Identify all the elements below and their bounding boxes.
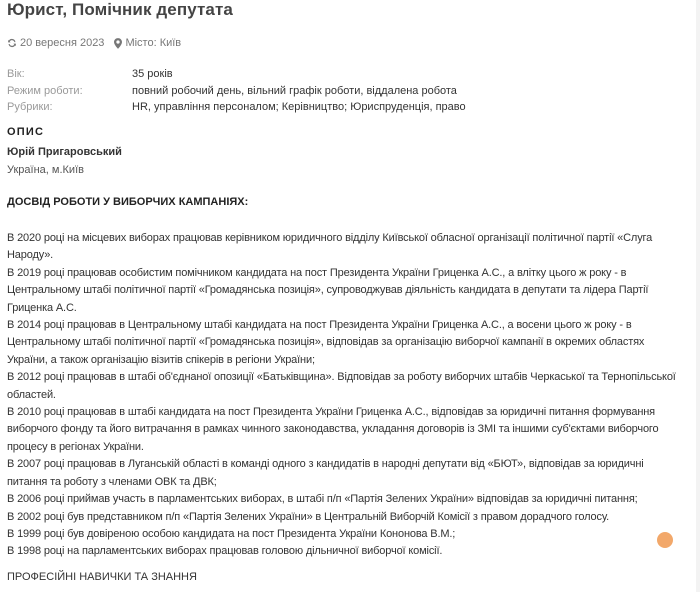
property-categories — [7, 99, 466, 116]
skills-heading: ПРОФЕСІЙНІ НАВИЧКИ ТА ЗНАННЯ — [7, 571, 197, 583]
experience-item: В 1998 році на парламентських виборах працював головою дільничної виборчої комісії. — [7, 545, 443, 558]
page-title: Юрист, Помічник депутата — [7, 0, 233, 19]
author-location: Україна, м.Київ — [7, 164, 84, 176]
floating-action-dot[interactable] — [657, 532, 673, 548]
property-label: Режим роботи: — [7, 84, 83, 97]
refresh-icon — [7, 38, 17, 48]
property-label: Вік: — [7, 68, 25, 80]
properties-list — [7, 66, 466, 116]
experience-item: В 2012 році працював в штабі об'єднаної опозиції «Батьківщина». Відповідав за роботу виборчих штабів Черкаської та Тернопільської областей. — [7, 371, 676, 401]
experience-item: В 2002 році був представником п/п «Партія Зелених України» в Центральній Виборчій Комісії з правом дорадчого голосу. — [7, 510, 609, 523]
experience-item: В 2020 році на місцевих виборах працював керівником юридичного відділу Київської обласної організації політичної партії «Слуга Народу». — [7, 232, 653, 262]
posted-date: 20 вересня 2023 — [20, 37, 105, 49]
property-label: Рубрики: — [7, 101, 53, 113]
meta-bar — [7, 37, 191, 49]
property-value: HR, управління персоналом; Керівництво; Юриспруденція, право — [132, 101, 466, 113]
property-work-mode — [7, 83, 466, 100]
property-age — [7, 66, 466, 83]
map-marker-icon — [114, 38, 122, 49]
experience-item: В 2010 році працював в штабі кандидата на пост Президента України Гриценка А.С., відповідав за юридичні питання формування виборчого фонду та його витрачання в рамках чинного законодавства, укладання договорів із ЗМІ та іншими суб'єктами виборчого процесу в регіонах України. — [7, 406, 659, 453]
property-value: 35 років — [132, 68, 173, 80]
scrollbar-track[interactable] — [696, 0, 700, 592]
experience-item: В 2019 році працював особистим помічником кандидата на пост Президента України Гриценка А.С., а влітку цього ж року - в Центральному штабі політичної партії «Громадянська позиція», супроводжував діяльність кандидата в депутати та лідера Партії Гриценка А.С. — [7, 266, 649, 314]
experience-list — [7, 230, 679, 561]
meta-date — [7, 37, 104, 49]
experience-heading: ДОСВІД РОБОТИ У ВИБОРЧИХ КАМПАНІЯХ: — [7, 196, 249, 208]
description-heading: ОПИС — [7, 126, 45, 138]
meta-location — [114, 37, 181, 49]
property-value: повний робочий день, вільний графік роботи, віддалена робота — [132, 84, 457, 97]
author-name: Юрій Пригаровський — [7, 146, 122, 158]
experience-item: В 2006 році приймав участь в парламентських виборах, в штабі п/п «Партія Зелених України» відповідав за юридичні питання; — [7, 493, 638, 506]
experience-item: В 2014 році працював в Центральному штабі кандидата на пост Президента України Гриценка А.С., а восени цього ж року - в Центральному штабі політичної партії «Громадянська позиція», відповідав за організацію виборчої кампанії в окремих областях України, а також організацію візитів спікерів в регіони України; — [7, 319, 645, 366]
experience-item: В 2007 році працював в Луганській області в команді одного з кандидатів в народні депутати від «БЮТ», відповідав за юридичні питання та роботу з членами ОВК та ДВК; — [7, 458, 644, 488]
location-text: Місто: Київ — [125, 37, 182, 49]
experience-item: В 1999 році був довіреною особою кандидата на пост Президента України Кононова В.М.; — [7, 527, 456, 540]
